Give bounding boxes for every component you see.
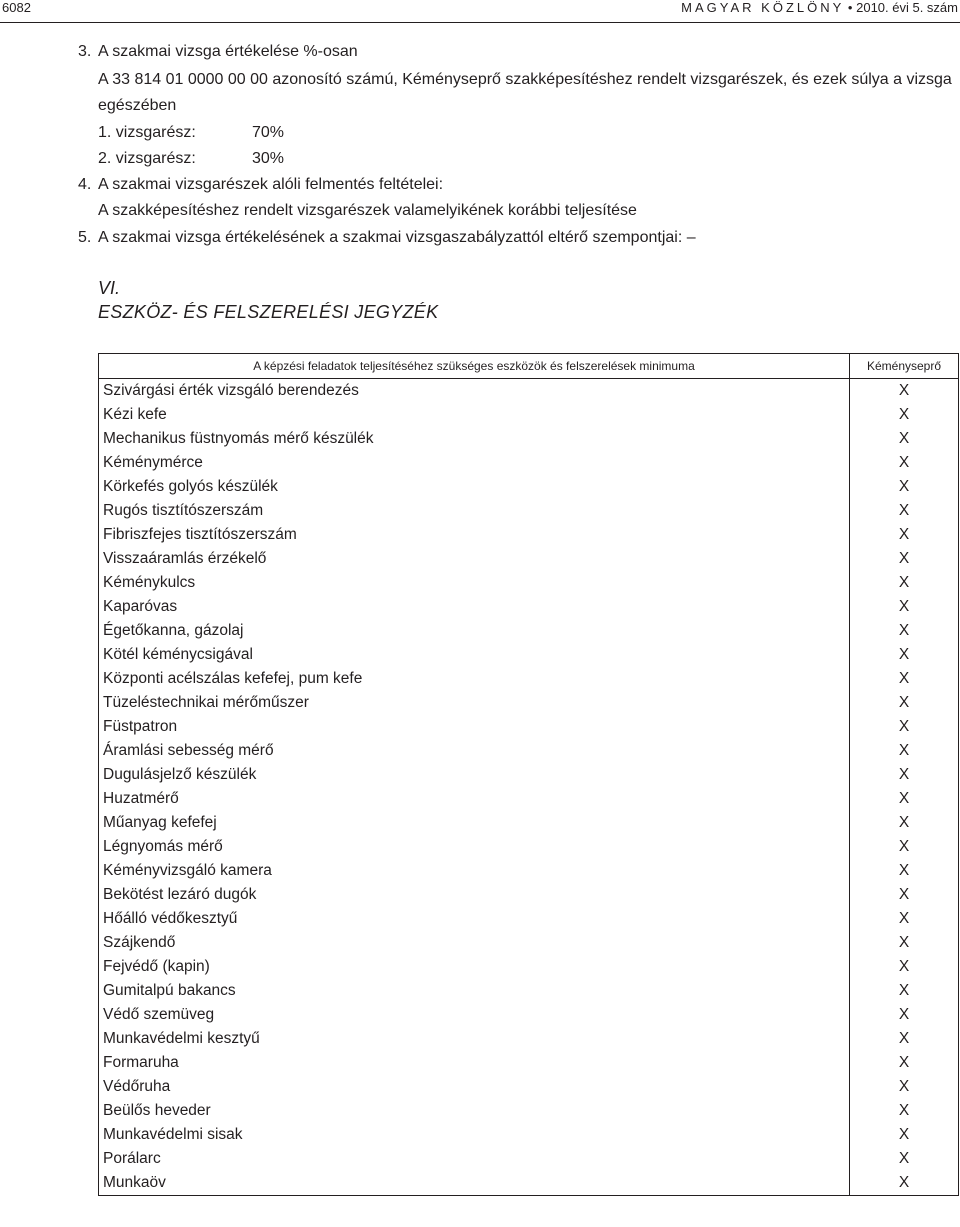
- table-row: [99, 1123, 959, 1147]
- equipment-item: Fibriszfejes tisztítószerszám: [99, 523, 850, 547]
- table-header-row: [99, 354, 959, 379]
- required-mark: X: [850, 427, 959, 451]
- equipment-table: [98, 353, 959, 1196]
- table-row: [99, 1147, 959, 1171]
- bullet-separator: •: [847, 0, 853, 15]
- equipment-item: Beülős heveder: [99, 1099, 850, 1123]
- table-row: [99, 763, 959, 787]
- page-number: 6082: [2, 0, 31, 15]
- required-mark: X: [850, 379, 959, 404]
- equipment-item: Porálarc: [99, 1147, 850, 1171]
- required-mark: X: [850, 811, 959, 835]
- table-row: [99, 979, 959, 1003]
- table-row: [99, 787, 959, 811]
- required-mark: X: [850, 763, 959, 787]
- required-mark: X: [850, 739, 959, 763]
- journal-name: MAGYAR KÖZLÖNY: [681, 0, 845, 15]
- section-title: A szakmai vizsga értékelése %-osan: [98, 43, 358, 60]
- equipment-item: Visszaáramlás érzékelő: [99, 547, 850, 571]
- table-row: [99, 523, 959, 547]
- required-mark: X: [850, 499, 959, 523]
- required-mark: X: [850, 595, 959, 619]
- required-mark: X: [850, 547, 959, 571]
- exam-part-label: 1. vizsgarész:: [98, 124, 196, 141]
- equipment-item: Munkavédelmi kesztyű: [99, 1027, 850, 1051]
- required-mark: X: [850, 907, 959, 931]
- table-row: [99, 1075, 959, 1099]
- table-row: [99, 475, 959, 499]
- table-row: [99, 739, 959, 763]
- table-row: [99, 595, 959, 619]
- required-mark: X: [850, 835, 959, 859]
- required-mark: X: [850, 955, 959, 979]
- equipment-item: Égetőkanna, gázolaj: [99, 619, 850, 643]
- table-row: [99, 955, 959, 979]
- equipment-item: Hőálló védőkesztyű: [99, 907, 850, 931]
- equipment-item: Műanyag kefefej: [99, 811, 850, 835]
- table-row: [99, 1099, 959, 1123]
- table-row: [99, 1171, 959, 1196]
- equipment-item: Szájkendő: [99, 931, 850, 955]
- required-mark: X: [850, 619, 959, 643]
- table-row: [99, 619, 959, 643]
- required-mark: X: [850, 979, 959, 1003]
- equipment-item: Mechanikus füstnyomás mérő készülék: [99, 427, 850, 451]
- required-mark: X: [850, 475, 959, 499]
- required-mark: X: [850, 1027, 959, 1051]
- section-number: 3.: [78, 43, 92, 60]
- table-row: [99, 379, 959, 404]
- column-header-profession: Kéményseprő: [850, 354, 959, 379]
- issue-info: 2010. évi 5. szám: [856, 0, 958, 15]
- equipment-item: Munkaöv: [99, 1171, 850, 1196]
- table-body: [99, 379, 959, 1196]
- equipment-item: Fejvédő (kapin): [99, 955, 850, 979]
- table-row: [99, 859, 959, 883]
- required-mark: X: [850, 931, 959, 955]
- equipment-item: Formaruha: [99, 1051, 850, 1075]
- equipment-item: Füstpatron: [99, 715, 850, 739]
- chapter-number: VI.: [98, 278, 121, 298]
- table-row: [99, 643, 959, 667]
- required-mark: X: [850, 667, 959, 691]
- equipment-item: Kéménymérce: [99, 451, 850, 475]
- equipment-item: Munkavédelmi sisak: [99, 1123, 850, 1147]
- section-number: 5.: [78, 229, 92, 246]
- required-mark: X: [850, 403, 959, 427]
- required-mark: X: [850, 715, 959, 739]
- equipment-item: Huzatmérő: [99, 787, 850, 811]
- table-row: [99, 931, 959, 955]
- equipment-item: Kötél kéménycsigával: [99, 643, 850, 667]
- equipment-item: Bekötést lezáró dugók: [99, 883, 850, 907]
- equipment-item: Védőruha: [99, 1075, 850, 1099]
- table-row: [99, 835, 959, 859]
- required-mark: X: [850, 691, 959, 715]
- table-row: [99, 1051, 959, 1075]
- exam-part-value: 30%: [252, 150, 285, 167]
- equipment-item: Légnyomás mérő: [99, 835, 850, 859]
- required-mark: X: [850, 1051, 959, 1075]
- section-title: A szakmai vizsgarészek alóli felmentés feltételei:: [98, 176, 444, 193]
- table-row: [99, 403, 959, 427]
- table-row: [99, 691, 959, 715]
- equipment-item: Központi acélszálas kefefej, pum kefe: [99, 667, 850, 691]
- section-title: A szakmai vizsga értékelésének a szakmai vizsgaszabályzattól eltérő szempontjai: –: [98, 229, 696, 246]
- required-mark: X: [850, 1123, 959, 1147]
- table-row: [99, 667, 959, 691]
- equipment-item: Rugós tisztítószerszám: [99, 499, 850, 523]
- table-row: [99, 1003, 959, 1027]
- table-row: [99, 499, 959, 523]
- table-row: [99, 715, 959, 739]
- table-row: [99, 883, 959, 907]
- required-mark: X: [850, 1075, 959, 1099]
- required-mark: X: [850, 1003, 959, 1027]
- equipment-item: Kaparóvas: [99, 595, 850, 619]
- required-mark: X: [850, 451, 959, 475]
- exam-part-label: 2. vizsgarész:: [98, 150, 196, 167]
- column-header-equipment: A képzési feladatok teljesítéséhez szükséges eszközök és felszerelések minimuma: [99, 354, 850, 379]
- exam-part-value: 70%: [252, 124, 285, 141]
- equipment-item: Védő szemüveg: [99, 1003, 850, 1027]
- required-mark: X: [850, 1171, 959, 1196]
- equipment-item: Kéménykulcs: [99, 571, 850, 595]
- publication-info: [681, 0, 958, 15]
- equipment-item: Gumitalpú bakancs: [99, 979, 850, 1003]
- equipment-item: Áramlási sebesség mérő: [99, 739, 850, 763]
- equipment-item: Dugulásjelző készülék: [99, 763, 850, 787]
- required-mark: X: [850, 1147, 959, 1171]
- table-row: [99, 907, 959, 931]
- table-row: [99, 547, 959, 571]
- equipment-item: Kéményvizsgáló kamera: [99, 859, 850, 883]
- required-mark: X: [850, 571, 959, 595]
- table-row: [99, 427, 959, 451]
- required-mark: X: [850, 643, 959, 667]
- equipment-item: Tüzeléstechnikai mérőműszer: [99, 691, 850, 715]
- table-row: [99, 571, 959, 595]
- equipment-item: Kézi kefe: [99, 403, 850, 427]
- required-mark: X: [850, 1099, 959, 1123]
- section-number: 4.: [78, 176, 92, 193]
- table-row: [99, 1027, 959, 1051]
- table-row: [99, 811, 959, 835]
- page-header: [0, 0, 960, 23]
- required-mark: X: [850, 523, 959, 547]
- chapter-title: ESZKÖZ- ÉS FELSZERELÉSI JEGYZÉK: [98, 302, 439, 322]
- required-mark: X: [850, 787, 959, 811]
- table-row: [99, 451, 959, 475]
- required-mark: X: [850, 883, 959, 907]
- equipment-item: Körkefés golyós készülék: [99, 475, 850, 499]
- required-mark: X: [850, 859, 959, 883]
- equipment-item: Szivárgási érték vizsgáló berendezés: [99, 379, 850, 404]
